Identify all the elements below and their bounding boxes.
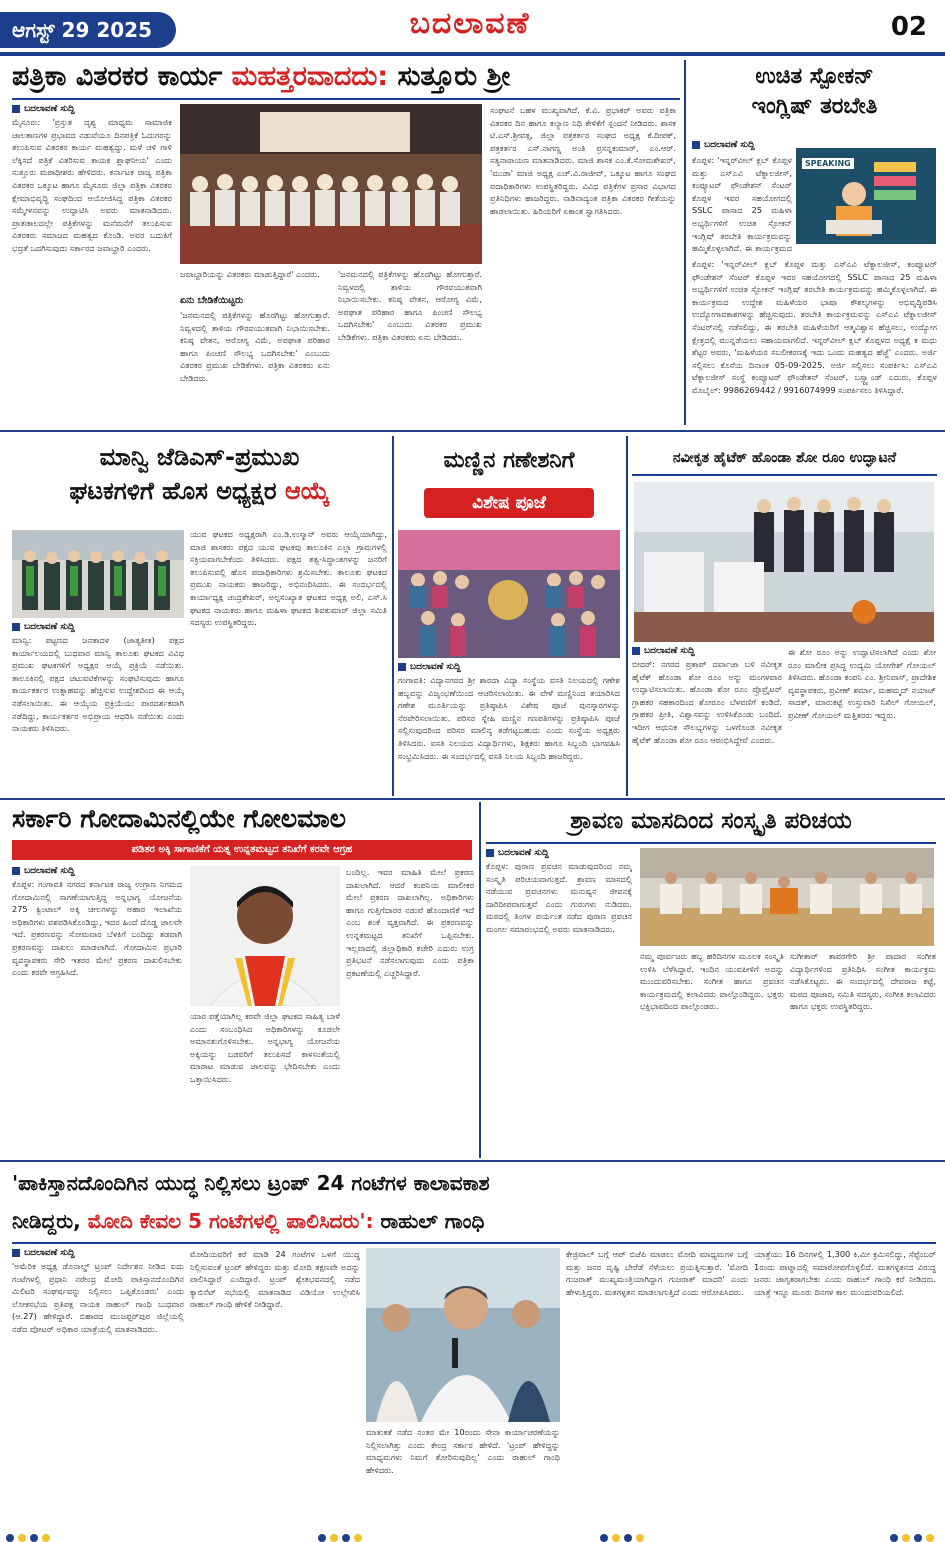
article-text: ಯಾತ್ರೆಯು 16 ದಿನಗಳಲ್ಲಿ 1,300 ಕಿ.ಮೀ ಕ್ರಮಿಸಲಿದ್ದು, ಸೆಪ್ಟೆಂಬರ್ 1ರಂದು ಪಾಟ್ನಾದಲ್ಲಿ ಸಮಾರೋಪಗೊಳ್ಳಲಿದೆ. ಮತಗಳ್ಳತನದ ವಿರುದ್ಧ ಜನರು ಜಾಗೃತರಾಗಬೇಕು ಎಂದು ರಾಹುಲ್ ಗಾಂಧಿ ಕರೆ ನೀಡಿದರು. ಯಾತ್ರೆ ಇನ್ನೂ ಮೂರು ದಿನಗಳ ಕಾಲ ಮುಂದುವರಿಯಲಿದೆ.	[754, 1249, 936, 1297]
portrait-photo	[190, 866, 340, 1006]
a8-headline-line1: 'ಪಾಕಿಸ್ತಾನದೊಂದಿಗಿನ ಯುದ್ಧ ನಿಲ್ಲಿಸಲು ಟ್ರಂಪ್ 24 ಗಂಟೆಗಳ ಕಾಲಾವಕಾಶ	[12, 1171, 490, 1195]
a2-byline-wrap	[692, 140, 792, 152]
a2-illustration	[796, 148, 936, 244]
a4-body	[398, 662, 620, 794]
a2-headline-line1: ಉಚಿತ ಸ್ಪೋಕನ್	[755, 64, 874, 89]
header-rule	[0, 52, 945, 56]
byline-text: ಬದಲಾವಣೆ ಸುದ್ದಿ	[410, 662, 461, 672]
a4-headline-line1: ಮಣ್ಣಿನ ಗಣೇಶನಿಗೆ	[443, 448, 575, 473]
column-divider	[392, 436, 394, 796]
article-text: ಬೀದರ್: ನಗರದ ಪ್ರತಾಪ್ ದರ್ವಾಜಾ ಬಳಿ ನವೀಕೃತ ಹೈಟೆಕ್ ಹೊಂಡಾ ಶೋ ರೂಂ ಅನ್ನು ಮಂಗಳವಾರ ಉದ್ಘಾಟಿಸಲಾಯಿತು. ಹೊಂಡಾ ಶೋ ರೂಂ ಪ್ರೊಪ್ರೈಟರ್ ಗ್ರಾಹಕರ ಸಹಕಾರದಿಂದ ಶೋರೂಂ ಬೆಳವಣಿಗೆ ಕಂಡಿದೆ. ಗ್ರಾಹಕರ ಪ್ರೀತಿ, ವಿಶ್ವಾಸವನ್ನು ಉಳಿಸಿಕೊಂಡು ಬಂದಿದೆ. ಇದೀಗ ಆಧುನಿಕ ಸೌಲಭ್ಯಗಳನ್ನು ಒಳಗೊಂಡ ನವೀಕೃತ ಹೈಟೆಕ್ ಹೊಂಡಾ ಶೋ ರೂಂ ಆರಂಭಿಸಿದ್ದೇವೆ ಎಂದರು.	[632, 659, 782, 745]
byline	[632, 646, 782, 656]
article-text: ಗಂಗಾವತಿ: ವಿದ್ಯಾನಗರದ ಶ್ರೀ ಶಾರದಾ ವಿದ್ಯಾ ಸಂಸ್ಥೆಯ ವಸತಿ ನಿಲಯದಲ್ಲಿ ಗಣೇಶ ಹಬ್ಬವನ್ನು ವಿಜೃಂಭಣೆಯಿಂದ ಆಚರಿಸಲಾಯಿತು. ಈ ವೇಳೆ ಮಣ್ಣಿನಿಂದ ತಯಾರಿಸಿದ ಗಣೇಶ ಮೂರ್ತಿಯನ್ನು ಪ್ರತಿಷ್ಠಾಪಿಸಿ ವಿಶೇಷ ಪೂಜೆ ಪುನಸ್ಕಾರಗಳನ್ನು ನೆರವೇರಿಸಲಾಯಿತು. ಪರಿಸರ ಸ್ನೇಹಿ ಮಣ್ಣಿನ ಗಣಪತಿಗಳನ್ನು ಪ್ರತಿಷ್ಠಾಪಿಸಿ ಪೂಜೆ ಸಲ್ಲಿಸುವುದರಿಂದ ಪರಿಸರ ಮಾಲಿನ್ಯ ತಡೆಗಟ್ಟಬಹುದು ಎಂದು ಸಂಸ್ಥೆಯ ಅಧ್ಯಕ್ಷರು ತಿಳಿಸಿದರು. ವಸತಿ ನಿಲಯದ ವಿದ್ಯಾರ್ಥಿಗಳು, ಶಿಕ್ಷಕರು ಹಾಗೂ ಸಿಬ್ಬಂದಿ ಭಾಗವಹಿಸಿ ಸಂಭ್ರಮಿಸಿದರು. ಈ ಸಂದರ್ಭದಲ್ಲಿ ವಸತಿ ನಿಲಯ ಸಿಬ್ಬಂದಿ ಹಾಜರಿದ್ದರು.	[398, 675, 620, 761]
a1-subhead: ಏನು ಬೇಡಿಕೆಯಿಟ್ಟರು	[180, 295, 244, 306]
a3-headline	[12, 440, 387, 508]
a6-col3	[346, 866, 474, 1156]
a3-headline-red: ಆಯ್ಕೆ	[284, 477, 330, 505]
byline	[486, 848, 632, 858]
a1-headline-part3: ಸುತ್ತೂರು ಶ್ರೀ	[397, 61, 511, 92]
a5-photo	[634, 482, 934, 642]
byline-marker	[12, 1249, 20, 1257]
a6-photo	[190, 866, 340, 1006]
article-text: 'ಅಮೆರಿಕ ಅಧ್ಯಕ್ಷ ಡೊನಾಲ್ಡ್ ಟ್ರಂಪ್ ನಿರ್ದೇಶನ ನೀಡಿದ ಐದು ಗಂಟೆಗಳಲ್ಲಿ ಪ್ರಧಾನಿ ನರೇಂದ್ರ ಮೋದಿ ಪಾಕಿಸ್ತಾನದೊಂದಿಗಿನ ಮಿಲಿಟರಿ ಸಂಘರ್ಷವನ್ನು ನಿಲ್ಲಿಸಲು ಒಪ್ಪಿಕೊಂಡರು' ಎಂದು ಲೋಕಸಭೆಯ ಪ್ರತಿಪಕ್ಷ ನಾಯಕ ರಾಹುಲ್ ಗಾಂಧಿ ಬುಧವಾರ (ಆ.27) ಹೇಳಿದ್ದಾರೆ. ಬಿಹಾರದ ಮುಜಫ್ಫರ್‌ಪುರ ಜಿಲ್ಲೆಯಲ್ಲಿ ನಡೆದ ವೋಟರ್ ಅಧಿಕಾರ ಯಾತ್ರೆಯಲ್ಲಿ ಮಾತನಾಡಿದರು.	[12, 1261, 184, 1334]
article-text: 'ಜನಮನದಲ್ಲಿ ಪತ್ರಿಕೆಗಳನ್ನು ಹೊರಗಿಟ್ಟು ಹೋಗುತ್ತಾರೆ. ನಿವ್ವಳದಲ್ಲಿ ತಾಳಿಯ ಗೌರವಯುತವಾಗಿ ನಿಭಾಯಿಸಬೇಕು. ಕನಿಷ್ಠ ವೇತನ, ಆರೋಗ್ಯ ವಿಮೆ, ಅಪಘಾತ ಪರಿಹಾರ ಹಾಗೂ ಪಿಂಚಣಿ ಸೌಲಭ್ಯ ಒದಗಿಸಬೇಕು' ಎಂಬುದು ವಿತರಕರ ಪ್ರಮುಖ ಬೇಡಿಕೆಗಳು. ಪತ್ರಿಕಾ ವಿತರಕರು ಏನು ಬೇಡಿದರು.	[180, 310, 330, 383]
column-divider	[626, 436, 628, 796]
divider	[632, 474, 937, 476]
article-text: ಈ ಶೋ ರೂಂ ಅನ್ನು ಉದ್ಘಾಟಿಸಲಾಗಿದೆ ಎಂದು ಶೋ ರೂಂ ಮಾಲೀಕ ಪ್ರಸಿದ್ಧ ಉದ್ಯಮಿ ಯೋಗೇಶ್ ಗೋಯಲ್ ತಿಳಿಸಿದರು. ಹೊಂಡಾ ಕಂಪನಿ ಎಂ. ಶ್ರೀನಿವಾಸ್, ಪ್ರಾದೇಶಿಕ ವ್ಯವಸ್ಥಾಪಕರು, ಪ್ರವೀಣ್ ಶರ್ಮಾ, ಮಹಮ್ಮದ್ ನಯಾಜ್ ಸಾದತ್, ಮಾರುಕಟ್ಟೆ ಉಸ್ತುವಾರಿ ನಿಖಿಲ್ ಗೋಯಲ್, ಪ್ರವೀಣ್ ಗೋಯಲ್ ಮತ್ತಿತರರು ಇದ್ದರು.	[788, 647, 936, 720]
article-text: ಕೇಜ್ರಿವಾಲ್ ಬಗ್ಗೆ ಆಪ್ ಬಿಜೆಪಿ ಮಾಡಲು ಮೋದಿ ಮಾಧ್ಯಮಗಳ ಬಗ್ಗೆ ಮತ್ತು ಜನರ ದೃಷ್ಟಿ ಬೇರೆಡೆ ಸೆಳೆಯಲು ಪ್ರಯತ್ನಿಸುತ್ತಾರೆ. 'ಮೋದಿ ಗುಜರಾತ್ ಮುಖ್ಯಮಂತ್ರಿಯಾಗಿದ್ದಾಗ ಗುಜರಾತ್ ಮಾದರಿ' ಎಂದು ಹೇಳುತ್ತಿದ್ದರು. ಮತಗಳ್ಳತನ ಮಾಡಲಾಗುತ್ತಿದೆ ಎಂದು ಆರೋಪಿಸಿದರು.	[566, 1249, 748, 1297]
a8-col3	[366, 1426, 560, 1520]
a3-headline-line1: ಮಾನ್ವಿ ಜೆಡಿಎಸ್-ಪ್ರಮುಖ	[99, 443, 300, 471]
a1-col3	[490, 104, 676, 424]
section-divider	[0, 1160, 945, 1162]
a1-headline	[12, 60, 680, 94]
article-text: ಯಾರ ಪತ್ತೆಯಾಗಿಲ್ಲ ಕರವೇ ಜಿಲ್ಲಾ ಘಟಕದ ಸಾಹಿತ್ಯ ಬಾಳೆ ಎಂದು ಸಂಬಂಧಿಸಿದ ಅಧಿಕಾರಿಗಳನ್ನು ಕೂಡಲೇ ಅಮಾನತುಗೊಳಿಸಬೇಕು. ಅನ್ನಭಾಗ್ಯ ಯೋಜನೆಯ ಅಕ್ಕಿಯನ್ನು ಬಡವರಿಗೆ ತಲುಪಿಸದೆ ಕಾಳಸಂತೆಯಲ್ಲಿ ಮಾರಾಟ ಮಾಡುವ ಜಾಲವನ್ನು ಭೇದಿಸಬೇಕು ಎಂದು ಒತ್ತಾಯಿಸಿದರು.	[190, 1011, 340, 1084]
byline-marker	[692, 141, 700, 149]
page-number: 02	[890, 12, 927, 42]
a6-headline: ಸರ್ಕಾರಿ ಗೋದಾಮಿನಲ್ಲಿಯೇ ಗೋಲಮಾಲ	[12, 804, 346, 833]
a1-col1	[12, 104, 172, 424]
award-ceremony-photo	[180, 104, 482, 264]
a2-headline-line2: ಇಂಗ್ಲಿಷ್ ತರಬೇತಿ	[751, 94, 878, 119]
article-text: ಸುಗೀತಾರ್ ತಾವರಗೇರಿ ಶ್ರೀ ಪಾದಾರ ಸಂಗೀತ ವಿದ್ಯಾರ್ಥಿಗಳಿಂದ ಪ್ರತಿನಿಧಿಸಿ ಸಂಗೀತ ಕಾರ್ಯಕ್ರಮ ನಡೆಸಿಕೊಟ್ಟರು. ಈ ಸಂದರ್ಭದಲ್ಲಿ ದೇವರಾಜ ಕಟ್ಟೆ, ಮಠದ ಪೂಜಾರ, ಸಮಿತಿ ಸದಸ್ಯರು, ಸಂಗೀತ ಕಲಾವಿದರು ಹಾಗೂ ಭಕ್ತರು ಉಪಸ್ಥಿತರಿದ್ದರು.	[790, 951, 936, 1012]
article-text: ಕೊಪ್ಪಳ: ಗಂಗಾವತಿ ನಗರದ ಕರ್ನಾಟಕ ರಾಜ್ಯ ಉಗ್ರಾಣ ನಿಗಮದ ಗೋದಾಮಿನಲ್ಲಿ ಸಾಗಣೆಯಾಗುತ್ತಿದ್ದ ಅನ್ನಭಾಗ್ಯ ಯೋಜನೆಯ 275 ಕ್ವಿಂಟಾಲ್ ಅಕ್ಕಿ ಚೀಲಗಳನ್ನು ಆಹಾರ ಇಲಾಖೆಯ ಅಧಿಕಾರಿಗಳು ವಶಪಡಿಸಿಕೊಂಡಿದ್ದು, ಇದರ ಹಿಂದೆ ದೊಡ್ಡ ಜಾಲವೇ ಇದೆ. ಪ್ರಕರಣವನ್ನು ಸೋಮವಾರ ಬೆಳಕಿಗೆ ಬಂದಿದ್ದು ತಡವಾಗಿ ಪ್ರಕರಣವನ್ನು ದಾಖಲು ಮಾಡಲಾಗಿದೆ. ಗೋದಾಮಿನ ಪ್ರಭಾರಿ ವ್ಯವಸ್ಥಾಪಕರು ಸೇರಿ ಇತರರ ಮೇಲೆ ಪ್ರಕರಣ ದಾಖಲಿಸಬೇಕು ಎಂದು ಕರವೇ ಆಗ್ರಹಿಸಿದೆ.	[12, 879, 182, 978]
speaking-label: SPEAKING	[802, 158, 854, 169]
a4-photo	[398, 530, 620, 658]
photo-caption: ಜವಾಬ್ದಾರಿಯನ್ನು ವಿತರಕರು ಮಾಡುತ್ತಿದ್ದಾರೆ' ಎಂದರು.	[180, 269, 320, 279]
article-text: ಯುವ ಘಟಕದ ಅಧ್ಯಕ್ಷರಾಗಿ ಎಂ.ಡಿ.ಉಸ್ಮಾನ್ ಅವರು ಆಯ್ಕೆಯಾಗಿದ್ದು, ಮಾಜಿ ಶಾಸಕರು ಪಕ್ಷದ ಯುವ ಘಟಕವು ತಾಲೂಕಿನ ಎಲ್ಲಾ ಗ್ರಾಮಗಳಲ್ಲಿ ಸಕ್ರಿಯವಾಗಬೇಕೆಂದು ತಿಳಿಸಿದರು. ಪಕ್ಷದ ತತ್ವ-ಸಿದ್ಧಾಂತಗಳನ್ನು ಜನರಿಗೆ ತಲುಪಿಸುವಲ್ಲಿ ಹೊಸ ಪದಾಧಿಕಾರಿಗಳು ಶ್ರಮಿಸಬೇಕು. ತಾಲೂಕು ಘಟಕದ ಪ್ರಮುಖ ನಾಯಕರು ಹಾಜರಿದ್ದು, ಅಭಿನಂದಿಸಿದರು. ಈ ಸಂದರ್ಭದಲ್ಲಿ ಕಾರ್ಯಾಧ್ಯಕ್ಷ ಚಂದ್ರಶೇಖರ್, ಅಲ್ಪಸಂಖ್ಯಾತ ಘಟಕದ ಅಧ್ಯಕ್ಷ ಅಲಿ, ಎಸ್.ಸಿ ಘಟಕದ ನಾಯಕರು ಹಾಗೂ ಮಹಿಳಾ ಘಟಕದ ಶಿವಕುಮಾರ್ ಜಿಲ್ಲಾ ಸಮಿತಿ ಸದಸ್ಯರು ಉಪಸ್ಥಿತರಿದ್ದರು.	[190, 529, 387, 628]
article-text: ಮೈಸೂರು: 'ಪ್ರಸ್ತುತ ದೃಶ್ಯ ಮಾಧ್ಯಮ ಸಾಮಾಜಿಕ ಜಾಲತಾಣಗಳ ಪ್ರಭಾವದ ನಡುವೆಯೂ ದಿನಪತ್ರಿಕೆ ಓದುಗರನ್ನು ತಲುಪಿಸುವ ವಿತರಕರ ಕಾರ್ಯ ಮಹತ್ವದ್ದು. ಮಳೆ ಚಳಿ ಗಾಳಿ ಲೆಕ್ಕಿಸದೆ ಪತ್ರಿಕೆ ವಿತರಿಸುವ ಕಾಯಕ ಶ್ಲಾಘನೀಯ' ಎಂದು ಸುತ್ತೂರು ಮಠಾಧೀಶರು ಹೇಳಿದರು. ಕರ್ನಾಟಕ ರಾಜ್ಯ ಪತ್ರಿಕಾ ವಿತರಕರ ಒಕ್ಕೂಟ ಹಾಗೂ ಮೈಸೂರು ಜಿಲ್ಲಾ ಪತ್ರಿಕಾ ವಿತರಕರ ಕ್ಷೇಮಾಭಿವೃದ್ಧಿ ಸಂಘದಿಂದ ಆಯೋಜಿಸಿದ್ದ ಪತ್ರಿಕಾ ವಿತರಕರ ಸಮ್ಮೇಳನವನ್ನು ಉದ್ಘಾಟಿಸಿ ಅವರು ಮಾತನಾಡಿದರು. ಪ್ರಾತಃಕಾಲದಲ್ಲೇ ಪತ್ರಿಕೆಗಳನ್ನು ಮನೆಮನೆಗೆ ತಲುಪಿಸುವ ವಿತರಕರು ಸಮಾಜದ ಮಹತ್ವದ ಕೊಂಡಿ. ಅವರ ಬದುಕಿಗೆ ಭದ್ರತೆ ಒದಗಿಸುವುದು ಸರ್ಕಾರದ ಜವಾಬ್ದಾರಿ ಎಂದರು.	[12, 117, 172, 253]
a7-photo	[640, 848, 934, 946]
byline	[12, 866, 182, 876]
byline-marker	[12, 623, 20, 631]
a6-col2	[190, 1010, 340, 1156]
a8-col4	[566, 1248, 748, 1520]
byline	[12, 104, 172, 114]
masthead: ಬದಲಾವಣೆ	[409, 6, 531, 41]
a5-col1	[632, 646, 782, 794]
byline-marker	[398, 663, 406, 671]
article-text: ಸಂಘಟನೆ ಬಹಳ ಮುಖ್ಯವಾಗಿದೆ. ಕೆ.ವಿ. ಪ್ರಭಾಕರ್ ಅವರು ಪತ್ರಿಕಾ ವಿತರಕರ ದಿನ ಹಾಗೂ ಕಲ್ಯಾಣ ನಿಧಿ ಕೇಳಿಕೆಗೆ ಸ್ಪಂದನೆ ನೀಡಿದರು. ಶಾಸಕ ಟಿ.ಎಸ್.ಶ್ರೀವತ್ಸ, ಜಿಲ್ಲಾ ಪತ್ರಕರ್ತರ ಸಂಘದ ಅಧ್ಯಕ್ಷ ಕೆ.ದೀಪಕ್, ಪತ್ರಕರ್ತರ ಎಸ್.ನಾಗಣ್ಣ ಅಂತಿ ಪ್ರಸನ್ನಕುಮಾರ್, ಎಂ.ಆರ್. ಸತ್ಯನಾರಾಯಣ ಮಾತನಾಡಿದರು. ಮಾಜಿ ಶಾಸಕ ಎಂ.ಕೆ.ಸೋಮಶೇಖರ್, 'ಮುಡಾ' ಮಾಜಿ ಅಧ್ಯಕ್ಷ ಎಚ್.ವಿ.ರಾಜೀವ್, ಒಕ್ಕೂಟ ಹಾಗೂ ಸಂಘದ ಪದಾಧಿಕಾರಿಗಳು ಉಪಸ್ಥಿತರಿದ್ದರು. ವಿವಿಧ ಪತ್ರಿಕೆಗಳ ಪ್ರಸಾರ ವಿಭಾಗದ ಪ್ರತಿನಿಧಿಗಳು ಹಾಜರಿದ್ದರು. ನಾಡಿನಾದ್ಯಂತ ಪತ್ರಿಕಾ ವಿತರಕರ ಗೀತೆಯನ್ನು ಹಾಡಲಾಯಿತು. ಹಿರಿಯರಿಗೆ ಏಕಾಂತ ಸ್ವಾಗತಿಸಿದರು.	[490, 105, 676, 216]
divider	[486, 842, 936, 844]
article-text: ಕೊಪ್ಪಳ: 'ಇನ್ನರ್‌ವೀಲ್ ಕ್ಲಬ್ ಕೊಪ್ಪಳ ಮತ್ತು ಎಸ್‌ಎವಿ ಟೆಕ್ನಾಲಜೀಸ್, ಕಂಪ್ಯೂಟರ್ ಫೌಂಡೇಶನ್ ಸೆಂಟರ್ ಕೊಪ್ಪಳ ಇವರ ಸಹಯೋಗದಲ್ಲಿ SSLC ಪಾಸಾದ 25 ಮಹಿಳಾ ಅಭ್ಯರ್ಥಿಗಳಿಗೆ ಉಚಿತ ಸ್ಪೋಕನ್ ಇಂಗ್ಲಿಷ್ ತರಬೇತಿ ಕಾರ್ಯಕ್ರಮವನ್ನು ಹಮ್ಮಿಕೊಳ್ಳಲಾಗಿದೆ. ಈ ಕಾರ್ಯಕ್ರಮದ	[692, 155, 792, 254]
a3-headline-line2: ಘಟಕಗಳಿಗೆ ಹೊಸ ಅಧ್ಯಕ್ಷರ	[69, 477, 277, 505]
article-text: ಕೊಪ್ಪಳ: ಪುರಾಣ ಪ್ರವಚನ ಮಾಡುವುದರಿಂದ ನಮ್ಮ ಸಂಸ್ಕೃತಿ ಪರಿಚಯವಾಗುತ್ತದೆ. ಶ್ರಾವಣ ಮಾಸದಲ್ಲಿ ನಡೆಯುವ ಪ್ರವಚನಗಳು ಮನುಷ್ಯನ ಜೀವನಕ್ಕೆ ದಾರಿದೀಪವಾಗುತ್ತವೆ ಎಂದು ಗುರುಗಳು ನುಡಿದರು. ಮಠದಲ್ಲಿ ತಿಂಗಳ ಪರ್ಯಂತ ನಡೆದ ಪುರಾಣ ಪ್ರವಚನ ಮಂಗಲ ಸಮಾರಂಭದಲ್ಲಿ ಅವರು ಮಾತನಾಡಿದರು.	[486, 861, 632, 934]
party-members-photo	[12, 530, 184, 618]
a3-photo	[12, 530, 184, 618]
a8-col5	[754, 1248, 936, 1520]
column-divider	[684, 60, 686, 425]
article-text: ಮೋದಿಯವರಿಗೆ ಕರೆ ಮಾಡಿ 24 ಗಂಟೆಗಳ ಒಳಗೆ ಯುದ್ಧ ನಿಲ್ಲಿಸುವಂತೆ ಟ್ರಂಪ್ ಹೇಳಿದ್ದರು ಮತ್ತು ಮೋದಿ ತಕ್ಷಣವೇ ಅದನ್ನು ಪಾಲಿಸಿದ್ದಾರೆ ಎಂದಿದ್ದಾರೆ. ಟ್ರಂಪ್ ಶ್ವೇತಭವನದಲ್ಲಿ ನಡೆದ ಕ್ಯಾಬಿನೆಟ್ ಸಭೆಯಲ್ಲಿ ಮಾತನಾಡಿದ ವಿಡಿಯೋ ಉಲ್ಲೇಖಿಸಿ ರಾಹುಲ್ ಗಾಂಧಿ ಹೇಳಿಕೆ ನೀಡಿದ್ದಾರೆ.	[190, 1249, 360, 1310]
section-divider	[0, 430, 945, 432]
a3-col2	[190, 528, 387, 794]
article-text: ಮಾನ್ವಿ: ಪಟ್ಟಣದ ಜನತಾದಳ (ಜಾತ್ಯತೀತ) ಪಕ್ಷದ ಕಾರ್ಯಾಲಯದಲ್ಲಿ ಬುಧವಾರ ಮಾನ್ವಿ ತಾಲೂಕು ಘಟಕದ ವಿವಿಧ ಪ್ರಮುಖ ಘಟಕಗಳಿಗೆ ಅಧ್ಯಕ್ಷರ ಆಯ್ಕೆ ಪ್ರಕ್ರಿಯೆ ನಡೆಯಿತು. ತಾಲೂಕಿನಲ್ಲಿ ಪಕ್ಷದ ಚಟುವಟಿಕೆಗಳನ್ನು ಸಂಘಟಿಸುವುದು ಹಾಗೂ ಕಾರ್ಯಕರ್ತರ ಉತ್ಸಾಹವನ್ನು ಹೆಚ್ಚಿಸುವ ಉದ್ದೇಶದಿಂದ ಈ ಆಯ್ಕೆ ನಡೆಸಲಾಯಿತು. ಈ ಆಯ್ಕೆಯ ಪ್ರಕ್ರಿಯೆಯು ಪಾರದರ್ಶಕವಾಗಿ ನಡೆದಿದ್ದು, ಕಾರ್ಯಕರ್ತರ ಅಭಿಪ್ರಾಯ ಆಧರಿಸಿ ನಡೆಯಿತು ಎಂದು ನಾಯಕರು ತಿಳಿಸಿದರು.	[12, 635, 184, 734]
a2-col-bottom	[692, 258, 937, 424]
byline-text: ಬದಲಾವಣೆ ಸುದ್ದಿ	[24, 866, 75, 876]
a5-col2	[788, 646, 936, 794]
footer-dots-right	[890, 1527, 938, 1542]
a6-col1	[12, 866, 182, 1156]
pravachana-stage-photo	[640, 848, 934, 946]
a7-headline: ಶ್ರಾವಣ ಮಾಸದಿಂದ ಸಂಸ್ಕೃತಿ ಪರಿಚಯ	[570, 808, 852, 834]
a5-headline: ನವೀಕೃತ ಹೈಟೆಕ್ ಹೊಂಡಾ ಶೋ ರೂಂ ಉದ್ಘಾಟನೆ	[672, 450, 897, 466]
byline-marker	[486, 849, 494, 857]
footer-dots-center-right	[600, 1527, 648, 1542]
article-text: 'ಜನಮನದಲ್ಲಿ ಪತ್ರಿಕೆಗಳನ್ನು ಹೊರಗಿಟ್ಟು ಹೋಗುತ್ತಾರೆ. ನಿವ್ವಳದಲ್ಲಿ ತಾಳಿಯ ಗೌರವಯುತವಾಗಿ ನಿಭಾಯಿಸಬೇಕು. ಕನಿಷ್ಠ ವೇತನ, ಆರೋಗ್ಯ ವಿಮೆ, ಅಪಘಾತ ಪರಿಹಾರ ಹಾಗೂ ಪಿಂಚಣಿ ಸೌಲಭ್ಯ ಒದಗಿಸಬೇಕು' ಎಂಬುದು ವಿತರಕರ ಪ್ರಮುಖ ಬೇಡಿಕೆಗಳು. ಪತ್ರಿಕಾ ವಿತರಕರು ಏನು ಬೇಡಿದರು.	[338, 269, 482, 342]
article-text: ನಮ್ಮ ಪೂರ್ವಜರು ಹಬ್ಬ ಹರಿದಿನಗಳ ಮೂಲಕ ಸಂಸ್ಕೃತಿ ಉಳಿಸಿ ಬೆಳೆಸಿದ್ದಾರೆ. ಇಂದಿನ ಯುವಪೀಳಿಗೆ ಅದನ್ನು ಮುಂದುವರಿಸಬೇಕು. ಸಂಗೀತ ಹಾಗೂ ಪ್ರವಚನ ಕಾರ್ಯಕ್ರಮದಲ್ಲಿ ಕಲಾವಿದರು ಪಾಲ್ಗೊಂಡಿದ್ದರು. ಭಕ್ತರು ಭಕ್ತಿಭಾವದಿಂದ ಪಾಲ್ಗೊಂಡರು.	[640, 951, 784, 1012]
byline-text: ಬದಲಾವಣೆ ಸುದ್ದಿ	[498, 848, 549, 858]
byline-text: ಬದಲಾವಣೆ ಸುದ್ದಿ	[644, 646, 695, 656]
showroom-inauguration-photo	[634, 482, 934, 642]
a1-headline-red: ಮಹತ್ತರವಾದದು:	[231, 61, 389, 92]
ganesha-puja-photo	[398, 530, 620, 658]
a8-photo	[366, 1248, 560, 1422]
a2-headline	[692, 62, 937, 122]
a8-col1	[12, 1248, 184, 1520]
issue-date: ಆಗಸ್ಟ್ 29 2025	[0, 12, 176, 48]
rahul-gandhi-photo	[366, 1248, 560, 1422]
article-text: ಬಂದಿಲ್ಲ. ಇವರ ಮಾಹಿತಿ ಮೇಲೆ ಪ್ರಕರಣ ದಾಖಲಾಗಿದೆ. ಆದರೆ ಕಂಪನಿಯ ಮಾಲೀಕರ ಮೇಲೆ ಪ್ರಕರಣ ದಾಖಲಾಗಿಲ್ಲ. ಅಧಿಕಾರಿಗಳು ಹಾಗೂ ಗುತ್ತಿಗೆದಾರರ ನಡುವೆ ಹೊಂದಾಣಿಕೆ ಇದೆ ಎಂಬ ಶಂಕೆ ವ್ಯಕ್ತವಾಗಿದೆ. ಈ ಪ್ರಕರಣವನ್ನು ಉನ್ನತಮಟ್ಟದ ತನಿಖೆಗೆ ಒಪ್ಪಿಸಬೇಕು. ಇಲ್ಲವಾದಲ್ಲಿ ಜಿಲ್ಲಾಧಿಕಾರಿ ಕಚೇರಿ ಎದುರು ಉಗ್ರ ಪ್ರತಿಭಟನೆ ನಡೆಸಲಾಗುವುದು ಎಂದು ಪತ್ರಿಕಾ ಪ್ರಕಟಣೆಯಲ್ಲಿ ಎಚ್ಚರಿಸಿದ್ದಾರೆ.	[346, 867, 474, 978]
article-text: ಮಾತುಕತೆ ನಡೆದ ನಂತರ ಮೇ 10ರಂದು ಸೇನಾ ಕಾರ್ಯಾಚರಣೆಯನ್ನು ನಿಲ್ಲಿಸಲಾಗಿತ್ತು ಎಂದು ಕೇಂದ್ರ ಸರ್ಕಾರ ಹೇಳಿದೆ. 'ಟ್ರಂಪ್ ಹೇಳಿದ್ದನ್ನು ಮಾಧ್ಯಮಗಳು ನಿಮಗೆ ತೋರಿಸುವುದಿಲ್ಲ' ಎಂದು ರಾಹುಲ್ ಗಾಂಧಿ ಹೇಳಿದರು.	[366, 1427, 560, 1475]
byline-text: ಬದಲಾವಣೆ ಸುದ್ದಿ	[24, 1248, 75, 1258]
byline	[12, 622, 184, 632]
a1-headline-part1: ಪತ್ರಿಕಾ ವಿತರಕರ ಕಾರ್ಯ	[12, 61, 223, 92]
byline-text: ಬದಲಾವಣೆ ಸುದ್ದಿ	[24, 622, 75, 632]
a8-headline-line2	[12, 1204, 936, 1238]
a6-banner: ಪಡಿತರ ಅಕ್ಕಿ ಸಾಗಾಣಿಕೆಗೆ ಯತ್ನ ಉನ್ನತಮಟ್ಟದ ತನಿಖೆಗೆ ಕರವೇ ಆಗ್ರಹ	[12, 840, 472, 860]
byline-marker	[12, 105, 20, 113]
footer-dots-left	[6, 1527, 54, 1542]
divider	[12, 1242, 936, 1244]
section-divider	[0, 798, 945, 800]
byline-text: ಬದಲಾವಣೆ ಸುದ್ದಿ	[24, 104, 75, 114]
byline-marker	[12, 867, 20, 875]
a1-col2	[180, 268, 330, 418]
article-text: ಕೊಪ್ಪಳ: 'ಇನ್ನರ್‌ವೀಲ್ ಕ್ಲಬ್ ಕೊಪ್ಪಳ ಮತ್ತು ಎಸ್‌ಎವಿ ಟೆಕ್ನಾಲಜೀಸ್, ಕಂಪ್ಯೂಟರ್ ಫೌಂಡೇಶನ್ ಸೆಂಟರ್ ಕೊಪ್ಪಳ ಇವರ ಸಹಯೋಗದಲ್ಲಿ SSLC ಪಾಸಾದ 25 ಮಹಿಳಾ ಅಭ್ಯರ್ಥಿಗಳಿಗೆ ಉಚಿತ ಸ್ಪೋಕನ್ ಇಂಗ್ಲಿಷ್ ತರಬೇತಿ ಕಾರ್ಯಕ್ರಮವನ್ನು ಹಮ್ಮಿಕೊಳ್ಳಲಾಗಿದೆ. ಈ ಕಾರ್ಯಕ್ರಮದ ಉದ್ದೇಶ ಮಹಿಳೆಯರ ಭಾಷಾ ಕೌಶಲ್ಯಗಳನ್ನು ಅಭಿವೃದ್ಧಿಪಡಿಸಿ ಉದ್ಯೋಗಾವಕಾಶಗಳನ್ನು ಹೆಚ್ಚಿಸುವುದು. ತರಬೇತಿ ಕಾರ್ಯಕ್ರಮವನ್ನು ಎಸ್‌ಎವಿ ಟೆಕ್ನಾಲಜೀಸ್ ಸೆಂಟರ್‌ನಲ್ಲಿ ನಡೆಸಲಿದ್ದು, ಈ ತರಬೇತಿ ಮಹಿಳೆಯರಿಗೆ ಆತ್ಮವಿಶ್ವಾಸ ಹೆಚ್ಚಿಸಲು, ಉದ್ಯೋಗ ಕ್ಷೇತ್ರದಲ್ಲಿ ಮುನ್ನಡೆಯಲು ಸಹಾಯವಾಗಲಿದೆ. ಇನ್ನರ್‌ವೀಲ್ ಕ್ಲಬ್ ಕೊಪ್ಪಳದ ಅಧ್ಯಕ್ಷೆ ಕ ಮಧು ಶೆಟ್ಟರ ಅವರು, 'ಮಹಿಳೆಯರ ಸಬಲೀಕರಣಕ್ಕೆ ಇದು ಒಂದು ಮಹತ್ವದ ಹೆಜ್ಜೆ' ಎಂದರು. ಅರ್ಜಿ ಸಲ್ಲಿಸಲು ಕೊನೆಯ ದಿನಾಂಕ 05-09-2025. ಅರ್ಜಿ ಸಲ್ಲಿಸಲು ಸಂಪರ್ಕಿಸಿ: ಎಸ್‌ಎವಿ ಟೆಕ್ನಾಲಜೀಸ್ ಸಂಸ್ಥೆ ಕಂಪ್ಯೂಟರ್ ಫೌಂಡೇಶನ್ ಸೆಂಟರ್, ಬಸ್ಸ್ಟ್ಯಾಂಡ್ ಎದುರು, ಕೊಪ್ಪಳ ಮೊಬೈಲ್: 9986269442 / 9916074999 ಸಂಪರ್ಕಿಸಲು ತಿಳಿಸಿದ್ದಾರೆ.	[692, 259, 937, 395]
a4-headline-line2: ವಿಶೇಷ ಪೂಜೆ	[424, 488, 594, 518]
footer-dots-center-left	[318, 1527, 366, 1542]
column-divider	[479, 802, 481, 1158]
a7-col1	[486, 848, 632, 1156]
a3-col1	[12, 622, 184, 794]
a1-photo	[180, 104, 482, 264]
byline	[398, 662, 620, 672]
a1-col2b	[338, 268, 482, 418]
byline-marker	[632, 647, 640, 655]
a7-col2	[640, 950, 784, 1156]
a8-headline-red: ಮೋದಿ ಕೇವಲ 5 ಗಂಟೆಗಳಲ್ಲಿ ಪಾಲಿಸಿದರು':	[87, 1209, 374, 1233]
divider	[12, 98, 680, 100]
byline	[12, 1248, 184, 1258]
a8-headline-part3: ರಾಹುಲ್ ಗಾಂಧಿ	[380, 1209, 485, 1233]
byline-text: ಬದಲಾವಣೆ ಸುದ್ದಿ	[704, 140, 755, 150]
byline	[692, 140, 792, 150]
a7-col3	[790, 950, 936, 1156]
a2-col-top	[692, 154, 792, 254]
a8-headline-part1: ನೀಡಿದ್ದರು,	[12, 1209, 81, 1233]
a8-col2	[190, 1248, 360, 1520]
